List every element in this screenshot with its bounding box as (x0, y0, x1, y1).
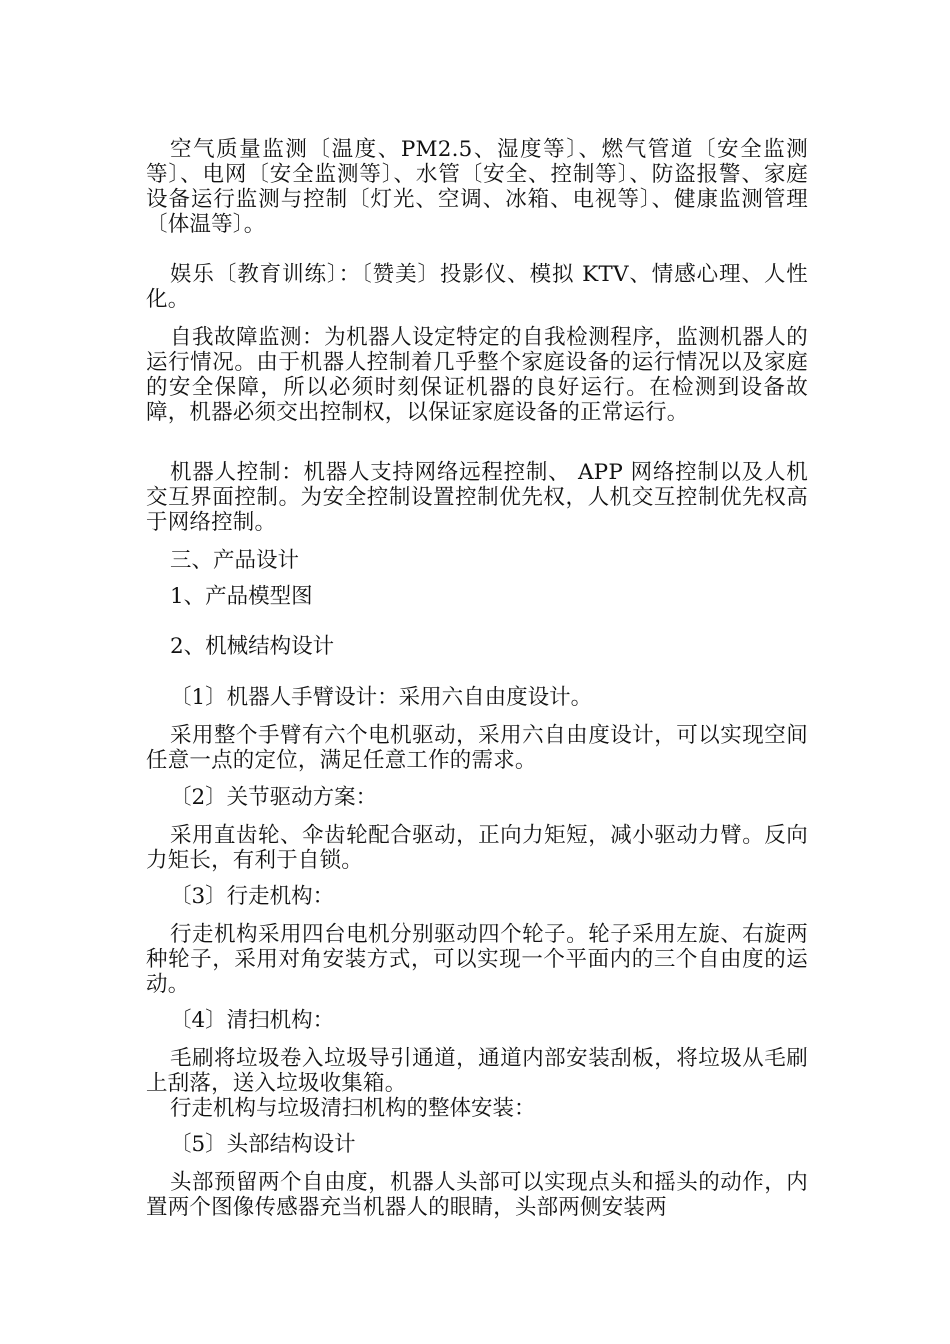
heading-arm-design: 〔1〕机器人手臂设计：采用六自由度设计。 (170, 685, 593, 710)
section-heading-product-design: 三、产品设计 (170, 548, 300, 573)
heading-overall-installation: 行走机构与垃圾清扫机构的整体安装： (170, 1096, 536, 1121)
paragraph-joint: 采用直齿轮、伞齿轮配合驱动，正向力矩短，减小驱动力臂。反向力矩长，有利于自锁。 (146, 823, 808, 873)
paragraph-self-diagnosis: 自我故障监测：为机器人设定特定的自我检测程序，监测机器人的运行情况。由于机器人控制着几乎整个家庭设备的运行情况以及家庭的安全保障，所以必须时刻保证机器的良好运行。在检测到设备故障，机器必须交出控制权，以保证家庭设备的正常运行。 (146, 325, 808, 425)
paragraph-cleaning: 毛刷将垃圾卷入垃圾导引通道，通道内部安装刮板，将垃圾从毛刷上刮落，送入垃圾收集箱。 (146, 1046, 808, 1096)
paragraph-monitoring: 空气质量监测〔温度、PM2.5、湿度等〕、燃气管道〔安全监测等〕、电网〔安全监测等〕、水管〔安全、控制等〕、防盗报警、家庭设备运行监测与控制〔灯光、空调、冰箱、电视等〕、健康监测管理〔体温等〕。 (146, 137, 808, 237)
paragraph-robot-control: 机器人控制：机器人支持网络远程控制、 APP 网络控制以及人机交互界面控制。为安全控制设置控制优先权，人机交互控制优先权高于网络控制。 (146, 460, 808, 535)
heading-walking-mechanism: 〔3〕行走机构： (170, 884, 335, 909)
paragraph-entertainment: 娱乐〔教育训练〕：〔赞美〕投影仪、模拟 KTV、情感心理、人性化。 (146, 262, 808, 312)
paragraph-head: 头部预留两个自由度，机器人头部可以实现点头和摇头的动作，内置两个图像传感器充当机器人的眼睛，头部两侧安装两 (146, 1170, 808, 1220)
heading-product-model: 1、产品模型图 (170, 584, 313, 609)
heading-head-design: 〔5〕头部结构设计 (170, 1132, 356, 1157)
heading-joint-drive: 〔2〕关节驱动方案： (170, 785, 378, 810)
heading-mechanical-design: 2、机械结构设计 (170, 634, 335, 659)
heading-cleaning-mechanism: 〔4〕清扫机构： (170, 1008, 335, 1033)
paragraph-walking: 行走机构采用四台电机分别驱动四个轮子。轮子采用左旋、右旋两种轮子，采用对角安装方式，可以实现一个平面内的三个自由度的运动。 (146, 922, 808, 997)
paragraph-arm: 采用整个手臂有六个电机驱动，采用六自由度设计，可以实现空间任意一点的定位，满足任意工作的需求。 (146, 723, 808, 773)
